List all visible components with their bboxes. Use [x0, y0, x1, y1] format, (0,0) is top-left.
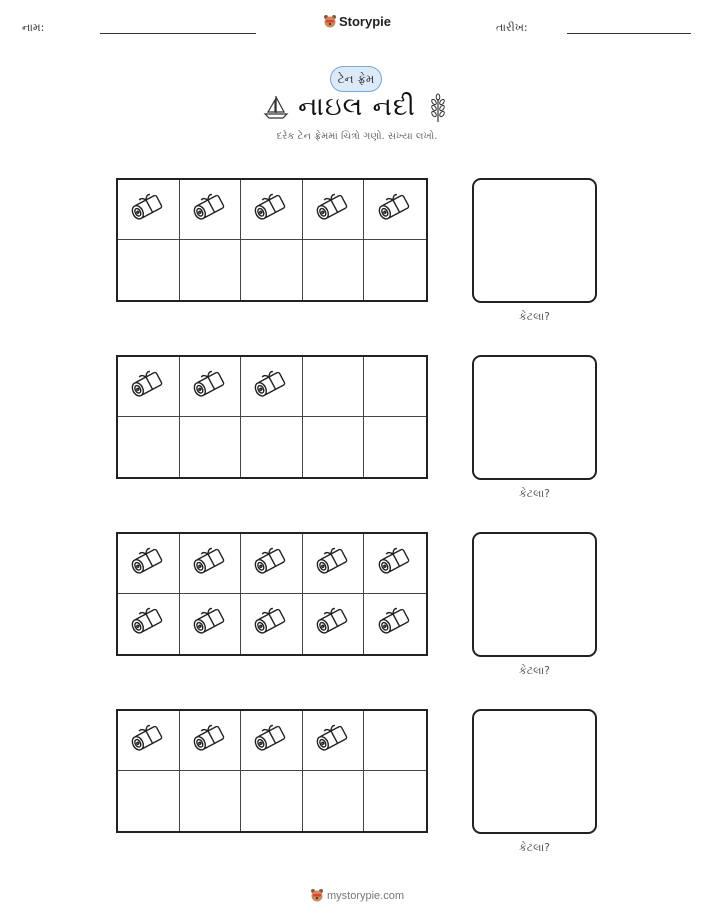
bear-logo-icon — [323, 14, 337, 28]
ten-frame — [116, 532, 428, 656]
scroll-icon — [128, 190, 168, 230]
ten-frame-cell — [180, 594, 242, 654]
footer-url: mystorypie.com — [326, 890, 405, 902]
ten-frame-cell — [180, 357, 242, 417]
scroll-icon — [251, 367, 291, 407]
answer-box[interactable] — [472, 532, 597, 657]
how-many-label: કેટલા? — [518, 487, 551, 500]
ten-frame-cell — [303, 534, 365, 594]
answer-box[interactable] — [472, 355, 597, 480]
ten-frame-cell — [241, 357, 303, 417]
scroll-icon — [128, 367, 168, 407]
ten-frame-cell — [364, 771, 426, 831]
date-line[interactable] — [567, 33, 691, 34]
ten-frame — [116, 178, 428, 302]
topic-badge: ટેન ફ્રેમ — [330, 66, 382, 92]
ten-frame-cell — [303, 594, 365, 654]
instructions: દરેક ટેન ફ્રેમમાં ચિત્રો ગણો. સંખ્યા લખો. — [276, 131, 438, 142]
ten-frame-cell — [180, 771, 242, 831]
ten-frame-cell — [118, 417, 180, 477]
ten-frame-cell — [303, 771, 365, 831]
ten-frame-cell — [364, 711, 426, 771]
answer-box[interactable] — [472, 178, 597, 303]
scroll-icon — [313, 604, 353, 644]
scroll-icon — [313, 190, 353, 230]
scroll-icon — [251, 544, 291, 584]
ten-frame-cell — [180, 240, 242, 300]
scroll-icon — [190, 544, 230, 584]
ten-frame-cell — [118, 357, 180, 417]
brand-name: Storypie — [338, 14, 391, 29]
how-many-label: કેટલા? — [518, 310, 551, 323]
ten-frame-cell — [364, 534, 426, 594]
name-line[interactable] — [100, 33, 256, 34]
wheat-icon — [428, 93, 448, 123]
ten-frame — [116, 355, 428, 479]
ten-frame-cell — [303, 417, 365, 477]
ten-frame-cell — [364, 240, 426, 300]
scroll-icon — [190, 367, 230, 407]
ten-frame-cell — [118, 534, 180, 594]
ten-frame-cell — [241, 771, 303, 831]
ten-frame-cell — [118, 711, 180, 771]
ten-frame-cell — [118, 771, 180, 831]
scroll-icon — [313, 721, 353, 761]
scroll-icon — [190, 604, 230, 644]
scroll-icon — [251, 604, 291, 644]
ten-frame — [116, 709, 428, 833]
ten-frame-cell — [180, 417, 242, 477]
ten-frame-cell — [180, 534, 242, 594]
scroll-icon — [375, 604, 415, 644]
ten-frame-cell — [364, 594, 426, 654]
name-label: નામ: — [22, 21, 45, 34]
scroll-icon — [375, 190, 415, 230]
ten-frame-cell — [118, 240, 180, 300]
ten-frame-cell — [241, 180, 303, 240]
ten-frame-cell — [364, 180, 426, 240]
scroll-icon — [128, 604, 168, 644]
brand-logo — [0, 14, 714, 29]
ten-frame-cell — [180, 180, 242, 240]
ten-frame-cell — [303, 240, 365, 300]
scroll-icon — [128, 544, 168, 584]
scroll-icon — [251, 721, 291, 761]
how-many-label: કેટલા? — [518, 664, 551, 677]
ten-frame-cell — [364, 417, 426, 477]
answer-box[interactable] — [472, 709, 597, 834]
page-title: નાઇલ નદી — [298, 92, 416, 122]
ten-frame-cell — [180, 711, 242, 771]
scroll-icon — [251, 190, 291, 230]
ten-frame-cell — [241, 711, 303, 771]
ten-frame-cell — [241, 594, 303, 654]
ten-frame-cell — [118, 180, 180, 240]
scroll-icon — [128, 721, 168, 761]
ten-frame-cell — [241, 417, 303, 477]
scroll-icon — [375, 544, 415, 584]
bear-logo-icon — [310, 888, 324, 902]
scroll-icon — [190, 721, 230, 761]
ten-frame-cell — [303, 711, 365, 771]
ten-frame-cell — [241, 534, 303, 594]
ten-frame-cell — [118, 594, 180, 654]
date-label: તારીખ: — [496, 21, 528, 34]
how-many-label: કેટલા? — [518, 841, 551, 854]
footer — [0, 888, 714, 902]
ten-frame-cell — [303, 180, 365, 240]
ten-frame-cell — [303, 357, 365, 417]
ten-frame-cell — [364, 357, 426, 417]
ten-frame-cell — [241, 240, 303, 300]
scroll-icon — [313, 544, 353, 584]
scroll-icon — [190, 190, 230, 230]
